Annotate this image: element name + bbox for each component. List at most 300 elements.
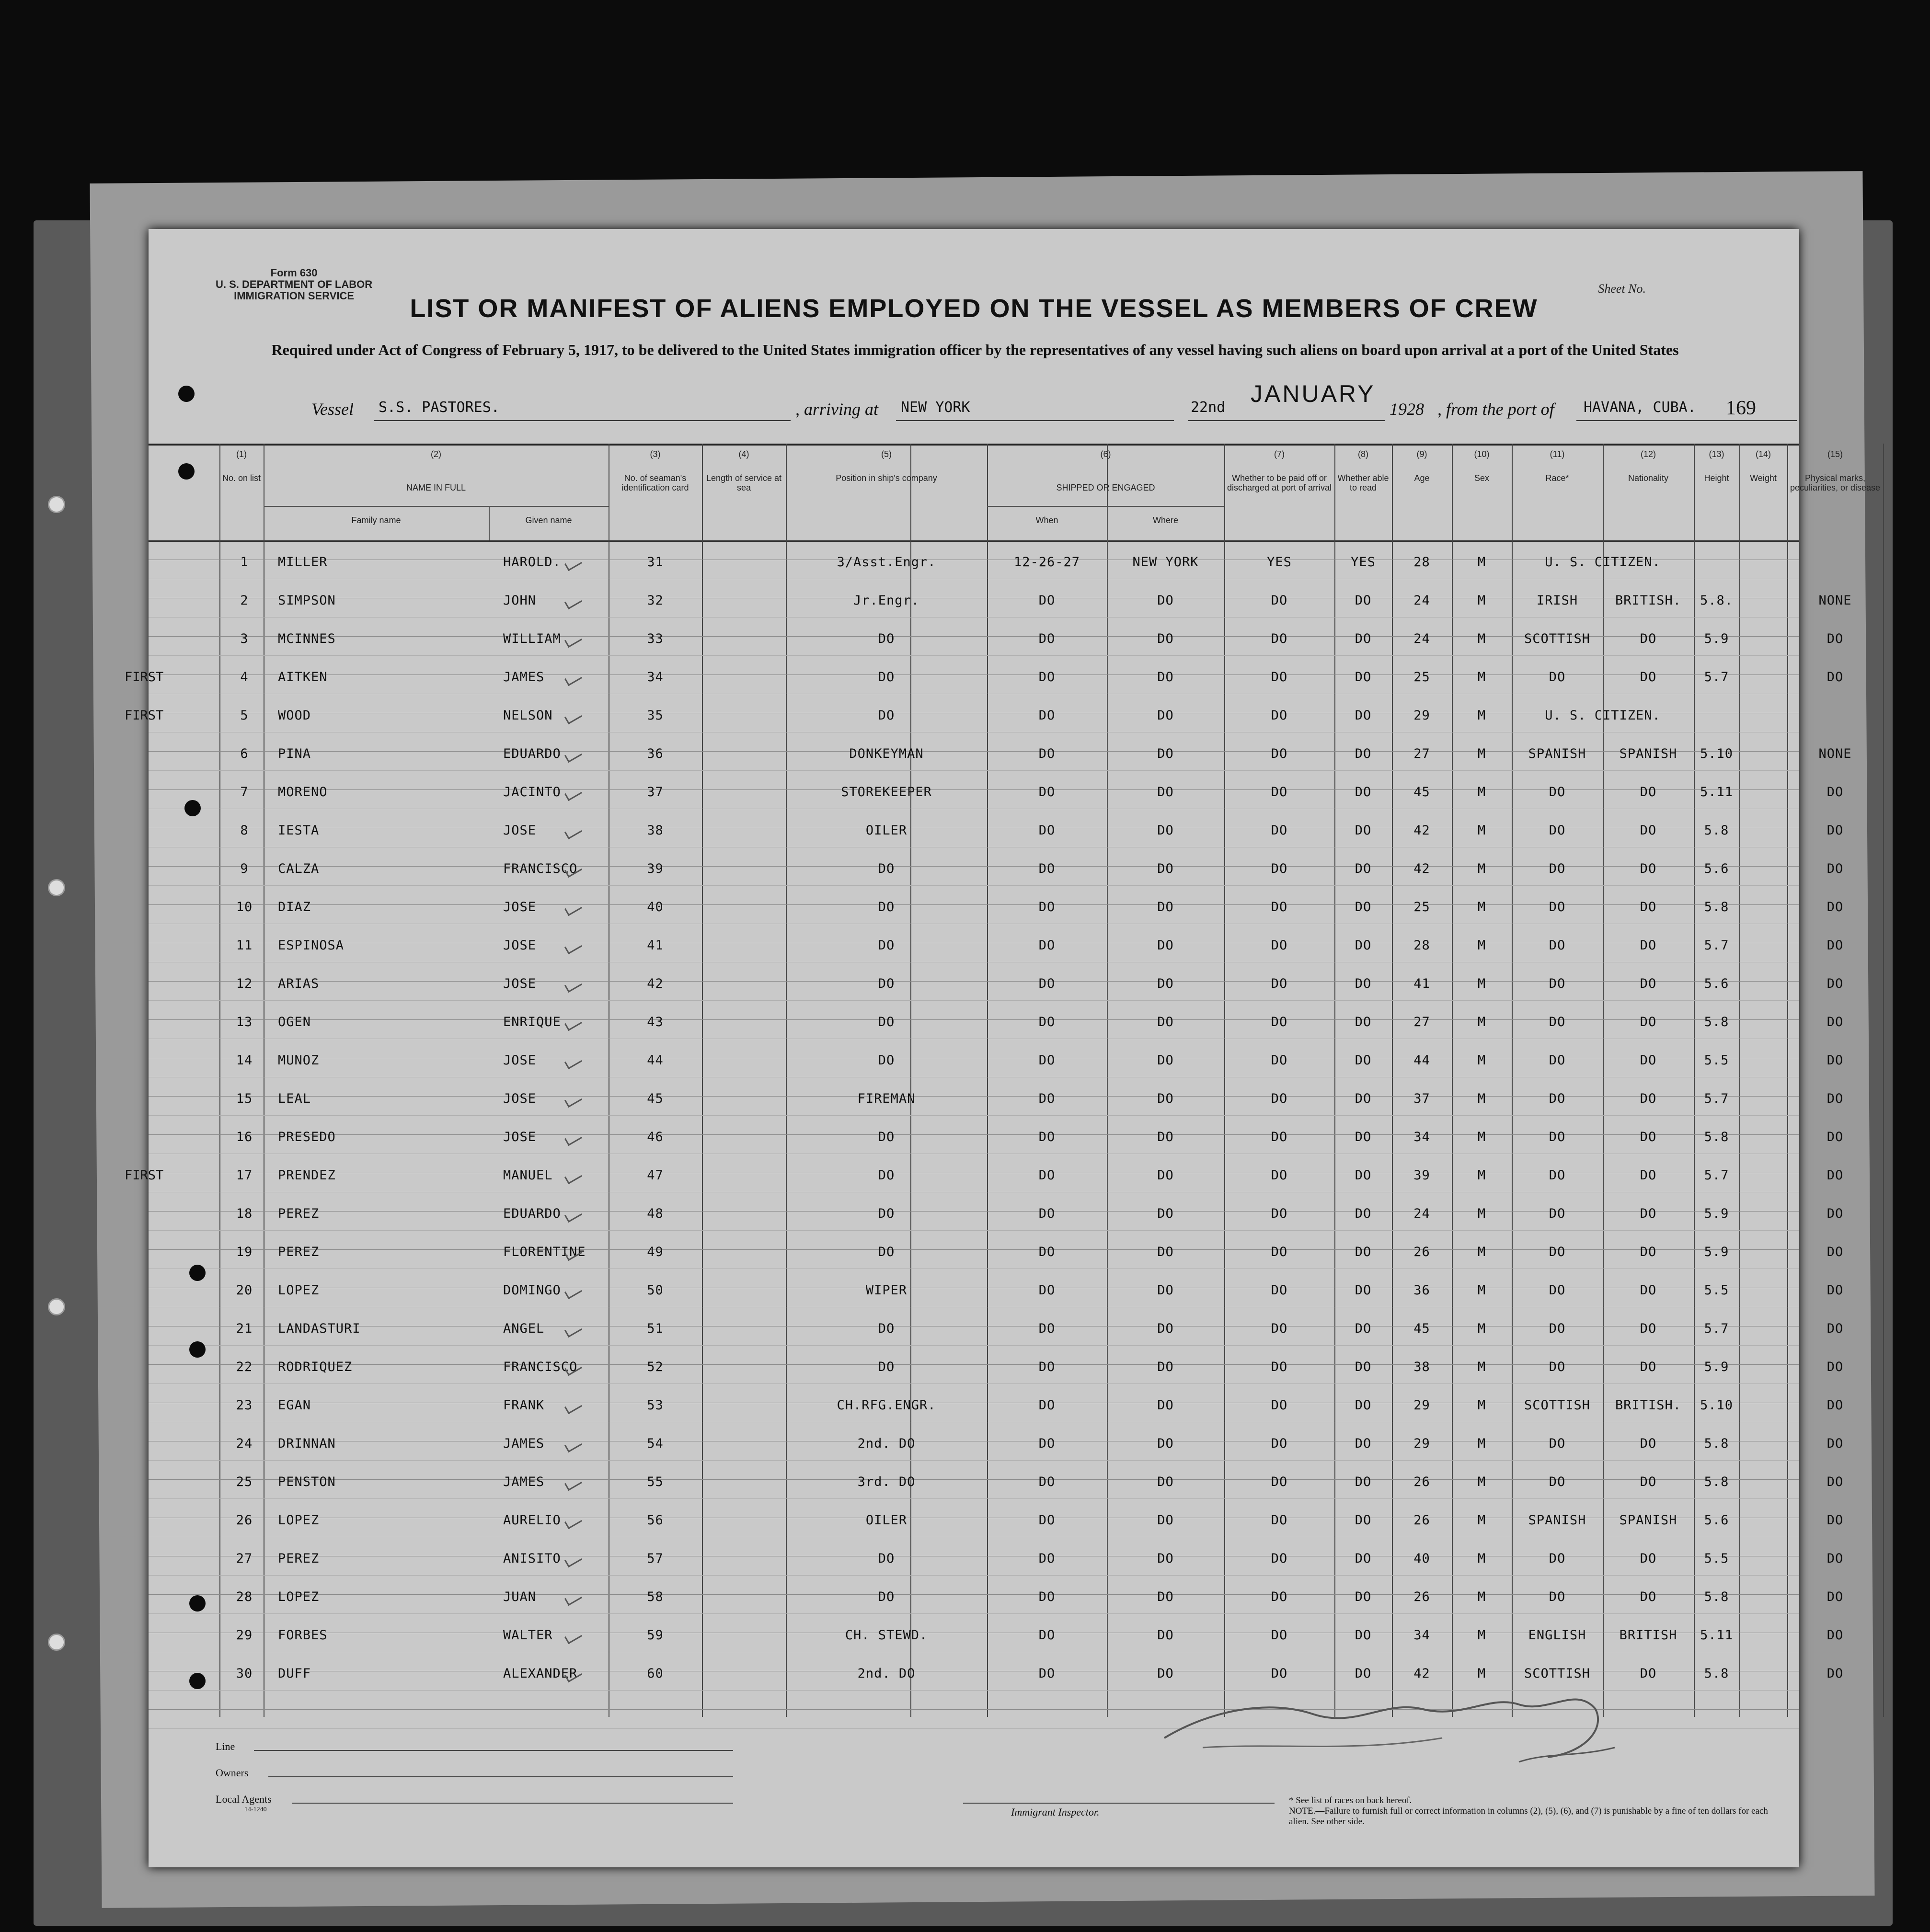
service: IMMIGRATION SERVICE bbox=[234, 290, 355, 302]
cell-race: DO bbox=[1549, 1551, 1566, 1566]
column-subheader: Given name bbox=[525, 515, 572, 525]
column-number: (9) bbox=[1416, 449, 1427, 459]
cell-where: DO bbox=[1157, 1666, 1174, 1681]
cell-read: DO bbox=[1355, 1168, 1372, 1183]
cell-card: 39 bbox=[647, 861, 664, 876]
cell-where: DO bbox=[1157, 1283, 1174, 1298]
cell-race: DO bbox=[1549, 785, 1566, 800]
cell-where: DO bbox=[1157, 670, 1174, 685]
cell-sex: M bbox=[1477, 785, 1486, 800]
cell-family: LEAL bbox=[278, 1091, 311, 1106]
cell-position: DO bbox=[878, 670, 895, 685]
cell-when: DO bbox=[1038, 1206, 1056, 1221]
cell-read: DO bbox=[1355, 1283, 1372, 1298]
cell-position: Jr.Engr. bbox=[853, 593, 920, 608]
column-header-c2 bbox=[264, 449, 609, 492]
pencil-check-mark bbox=[564, 671, 582, 686]
cell-marks: DO bbox=[1827, 1436, 1844, 1451]
cell-when: DO bbox=[1038, 1666, 1056, 1681]
cell-paid: YES bbox=[1267, 555, 1292, 570]
cell-read: DO bbox=[1355, 1666, 1372, 1681]
cell-family: DUFF bbox=[278, 1666, 311, 1681]
cell-no: 17 bbox=[236, 1168, 253, 1183]
cell-where: DO bbox=[1157, 746, 1174, 761]
cell-where: DO bbox=[1157, 1398, 1174, 1413]
cell-age: 24 bbox=[1413, 593, 1430, 608]
cell-sex: M bbox=[1477, 555, 1486, 570]
cell-race: U. S. CITIZEN. bbox=[1545, 708, 1661, 723]
cell-race: DO bbox=[1549, 823, 1566, 838]
cell-age: 26 bbox=[1413, 1245, 1430, 1259]
cell-sex: M bbox=[1477, 938, 1486, 953]
cell-marks: DO bbox=[1827, 1015, 1844, 1029]
cell-card: 50 bbox=[647, 1283, 664, 1298]
pencil-check-mark bbox=[564, 1591, 582, 1606]
cell-marks: DO bbox=[1827, 785, 1844, 800]
cell-position: DO bbox=[878, 1168, 895, 1183]
cell-card: 53 bbox=[647, 1398, 664, 1413]
cell-given: ANGEL bbox=[503, 1321, 545, 1336]
cell-race: DO bbox=[1549, 976, 1566, 991]
cell-paid: DO bbox=[1271, 1628, 1288, 1643]
cell-height: 5.9 bbox=[1704, 631, 1729, 646]
column-label: NAME IN FULL bbox=[406, 483, 466, 492]
pencil-check-mark bbox=[564, 1208, 582, 1223]
cell-when: DO bbox=[1038, 1321, 1056, 1336]
cell-age: 24 bbox=[1413, 1206, 1430, 1221]
cell-family: MILLER bbox=[278, 555, 328, 570]
cell-marks: NONE bbox=[1818, 746, 1852, 761]
cell-when: DO bbox=[1038, 976, 1056, 991]
column-header-c8 bbox=[1334, 449, 1392, 492]
pencil-check-mark bbox=[564, 1284, 582, 1299]
cell-read: DO bbox=[1355, 670, 1372, 685]
cell-age: 38 bbox=[1413, 1360, 1430, 1374]
cell-paid: DO bbox=[1271, 1666, 1288, 1681]
cell-nationality: DO bbox=[1640, 1475, 1657, 1489]
cell-when: DO bbox=[1038, 1589, 1056, 1604]
cell-height: 5.10 bbox=[1700, 1398, 1734, 1413]
cell-no: 21 bbox=[236, 1321, 253, 1336]
cell-where: DO bbox=[1157, 1168, 1174, 1183]
cell-where: DO bbox=[1157, 1475, 1174, 1489]
cell-no: 30 bbox=[236, 1666, 253, 1681]
cell-paid: DO bbox=[1271, 1091, 1288, 1106]
cell-family: LANDASTURI bbox=[278, 1321, 361, 1336]
cell-where: DO bbox=[1157, 1321, 1174, 1336]
cell-sex: M bbox=[1477, 976, 1486, 991]
column-subheader: Where bbox=[1152, 515, 1178, 525]
cell-no: 8 bbox=[240, 823, 249, 838]
pencil-check-mark bbox=[564, 901, 582, 916]
cell-no: 4 bbox=[240, 670, 249, 685]
cell-height: 5.7 bbox=[1704, 1091, 1729, 1106]
cell-nationality: DO bbox=[1640, 785, 1657, 800]
cell-race: DO bbox=[1549, 938, 1566, 953]
crew-table bbox=[125, 444, 1881, 1717]
cell-nationality: BRITISH. bbox=[1615, 593, 1682, 608]
cell-marks: DO bbox=[1827, 938, 1844, 953]
column-label: Physical marks, peculiarities, or disease bbox=[1790, 473, 1881, 492]
cell-position: DO bbox=[878, 1321, 895, 1336]
column-number: (11) bbox=[1550, 449, 1565, 459]
cell-age: 45 bbox=[1413, 785, 1430, 800]
cell-where: DO bbox=[1157, 1628, 1174, 1643]
cell-where: DO bbox=[1157, 861, 1174, 876]
cell-card: 56 bbox=[647, 1513, 664, 1528]
cell-family: EGAN bbox=[278, 1398, 311, 1413]
column-number: (5) bbox=[881, 449, 892, 459]
cell-no: 2 bbox=[240, 593, 249, 608]
cell-nationality: DO bbox=[1640, 1015, 1657, 1029]
cell-height: 5.8 bbox=[1704, 1666, 1729, 1681]
cell-card: 58 bbox=[647, 1589, 664, 1604]
cell-paid: DO bbox=[1271, 1053, 1288, 1068]
cell-race: DO bbox=[1549, 1053, 1566, 1068]
cell-family: OGEN bbox=[278, 1015, 311, 1029]
cell-marks: DO bbox=[1827, 631, 1844, 646]
cell-race: DO bbox=[1549, 900, 1566, 915]
cell-position: OILER bbox=[865, 1513, 908, 1528]
cell-no: 19 bbox=[236, 1245, 253, 1259]
cell-family: PRESEDO bbox=[278, 1130, 336, 1144]
cell-sex: M bbox=[1477, 746, 1486, 761]
cell-sex: M bbox=[1477, 1628, 1486, 1643]
cell-marks: DO bbox=[1827, 1398, 1844, 1413]
cell-card: 34 bbox=[647, 670, 664, 685]
cell-paid: DO bbox=[1271, 1398, 1288, 1413]
cell-when: DO bbox=[1038, 900, 1056, 915]
pencil-check-mark bbox=[564, 939, 582, 954]
column-number: (7) bbox=[1274, 449, 1285, 459]
cell-given: EDUARDO bbox=[503, 1206, 561, 1221]
cell-age: 42 bbox=[1413, 861, 1430, 876]
cell-age: 28 bbox=[1413, 555, 1430, 570]
line-label: Line bbox=[216, 1740, 235, 1752]
cell-nationality: BRITISH bbox=[1619, 1628, 1677, 1643]
cell-age: 26 bbox=[1413, 1589, 1430, 1604]
cell-paid: DO bbox=[1271, 976, 1288, 991]
arrival-day: 22nd bbox=[1191, 399, 1226, 416]
cell-read: DO bbox=[1355, 823, 1372, 838]
column-header-c13 bbox=[1694, 449, 1739, 483]
cell-given: JOSE bbox=[503, 1130, 537, 1144]
cell-when: DO bbox=[1038, 861, 1056, 876]
cell-given: FRANK bbox=[503, 1398, 545, 1413]
cell-card: 45 bbox=[647, 1091, 664, 1106]
cell-given: JOSE bbox=[503, 1091, 537, 1106]
cell-position: DO bbox=[878, 1245, 895, 1259]
cell-age: 42 bbox=[1413, 1666, 1430, 1681]
column-label: Nationality bbox=[1628, 473, 1669, 483]
cell-given: DOMINGO bbox=[503, 1283, 561, 1298]
cell-age: 34 bbox=[1413, 1628, 1430, 1643]
column-divider bbox=[219, 444, 220, 1717]
cell-paid: DO bbox=[1271, 631, 1288, 646]
cell-paid: DO bbox=[1271, 1245, 1288, 1259]
cell-read: DO bbox=[1355, 1015, 1372, 1029]
cell-where: DO bbox=[1157, 1589, 1174, 1604]
cell-card: 46 bbox=[647, 1130, 664, 1144]
cell-read: DO bbox=[1355, 1398, 1372, 1413]
cell-position: CH. STEWD. bbox=[845, 1628, 928, 1643]
cell-marks: NONE bbox=[1818, 593, 1852, 608]
column-header-c6 bbox=[987, 449, 1224, 492]
cell-age: 27 bbox=[1413, 1015, 1430, 1029]
cell-marks: DO bbox=[1827, 1053, 1844, 1068]
column-header-c3 bbox=[609, 449, 702, 492]
binder-ring bbox=[48, 496, 65, 513]
binder-hole bbox=[189, 1265, 206, 1281]
cell-family: RODRIQUEZ bbox=[278, 1360, 353, 1374]
owners-label: Owners bbox=[216, 1767, 249, 1779]
cell-family: ESPINOSA bbox=[278, 938, 345, 953]
cell-family: DIAZ bbox=[278, 900, 311, 915]
column-divider bbox=[1739, 444, 1740, 1717]
cell-marks: DO bbox=[1827, 670, 1844, 685]
cell-height: 5.9 bbox=[1704, 1360, 1729, 1374]
cell-no: 24 bbox=[236, 1436, 253, 1451]
side-note: FIRST bbox=[125, 1168, 164, 1183]
cell-age: 25 bbox=[1413, 670, 1430, 685]
cell-where: DO bbox=[1157, 1015, 1174, 1029]
pencil-check-mark bbox=[564, 824, 582, 839]
column-header-c5 bbox=[786, 449, 987, 483]
column-number: (2) bbox=[431, 449, 441, 459]
cell-nationality: SPANISH bbox=[1619, 1513, 1677, 1528]
cell-card: 40 bbox=[647, 900, 664, 915]
cell-family: MORENO bbox=[278, 785, 328, 800]
cell-marks: DO bbox=[1827, 1321, 1844, 1336]
cell-read: DO bbox=[1355, 1475, 1372, 1489]
cell-family: LOPEZ bbox=[278, 1283, 320, 1298]
cell-nationality: BRITISH. bbox=[1615, 1398, 1682, 1413]
cell-marks: DO bbox=[1827, 1666, 1844, 1681]
cell-height: 5.5 bbox=[1704, 1283, 1729, 1298]
cell-when: DO bbox=[1038, 823, 1056, 838]
cell-read: DO bbox=[1355, 1130, 1372, 1144]
cell-when: 12-26-27 bbox=[1013, 555, 1080, 570]
cell-where: DO bbox=[1157, 593, 1174, 608]
cell-position: DO bbox=[878, 708, 895, 723]
cell-sex: M bbox=[1477, 900, 1486, 915]
column-header-c9 bbox=[1392, 449, 1452, 483]
cell-nationality: DO bbox=[1640, 1551, 1657, 1566]
cell-height: 5.8 bbox=[1704, 823, 1729, 838]
cell-sex: M bbox=[1477, 1206, 1486, 1221]
cell-marks: DO bbox=[1827, 900, 1844, 915]
pencil-check-mark bbox=[564, 1131, 582, 1146]
cell-no: 28 bbox=[236, 1589, 253, 1604]
cell-paid: DO bbox=[1271, 900, 1288, 915]
cell-where: DO bbox=[1157, 631, 1174, 646]
cell-marks: DO bbox=[1827, 1130, 1844, 1144]
cell-sex: M bbox=[1477, 1666, 1486, 1681]
cell-paid: DO bbox=[1271, 746, 1288, 761]
cell-family: CALZA bbox=[278, 861, 320, 876]
cell-marks: DO bbox=[1827, 1283, 1844, 1298]
cell-card: 48 bbox=[647, 1206, 664, 1221]
cell-family: PINA bbox=[278, 746, 311, 761]
cell-height: 5.8 bbox=[1704, 1015, 1729, 1029]
cell-position: DO bbox=[878, 1130, 895, 1144]
cell-position: DO bbox=[878, 861, 895, 876]
cell-race: DO bbox=[1549, 1168, 1566, 1183]
cell-paid: DO bbox=[1271, 1360, 1288, 1374]
cell-no: 26 bbox=[236, 1513, 253, 1528]
arrival-year: 1928 bbox=[1390, 400, 1424, 419]
cell-race: DO bbox=[1549, 1091, 1566, 1106]
cell-family: PRENDEZ bbox=[278, 1168, 336, 1183]
cell-marks: DO bbox=[1827, 861, 1844, 876]
cell-no: 6 bbox=[240, 746, 249, 761]
cell-nationality: DO bbox=[1640, 1091, 1657, 1106]
sheet-number-label: Sheet No. bbox=[1598, 282, 1646, 296]
cell-sex: M bbox=[1477, 1475, 1486, 1489]
cell-position: OILER bbox=[865, 823, 908, 838]
cell-where: DO bbox=[1157, 900, 1174, 915]
cell-nationality: DO bbox=[1640, 1245, 1657, 1259]
cell-age: 42 bbox=[1413, 823, 1430, 838]
cell-position: DO bbox=[878, 1551, 895, 1566]
column-label: Position in ship's company bbox=[836, 473, 937, 483]
cell-no: 23 bbox=[236, 1398, 253, 1413]
cell-race: SPANISH bbox=[1528, 746, 1586, 761]
cell-position: DO bbox=[878, 631, 895, 646]
cell-position: DO bbox=[878, 1360, 895, 1374]
cell-family: PEREZ bbox=[278, 1206, 320, 1221]
cell-where: DO bbox=[1157, 976, 1174, 991]
cell-age: 26 bbox=[1413, 1513, 1430, 1528]
cell-height: 5.8 bbox=[1704, 1436, 1729, 1451]
cell-no: 7 bbox=[240, 785, 249, 800]
cell-where: DO bbox=[1157, 708, 1174, 723]
cell-race: SCOTTISH bbox=[1524, 631, 1591, 646]
cell-when: DO bbox=[1038, 1245, 1056, 1259]
cell-race: IRISH bbox=[1536, 593, 1578, 608]
inspector-label: Immigrant Inspector. bbox=[1011, 1806, 1100, 1818]
cell-read: DO bbox=[1355, 976, 1372, 991]
cell-height: 5.8 bbox=[1704, 1589, 1729, 1604]
cell-card: 47 bbox=[647, 1168, 664, 1183]
cell-given: ALEXANDER bbox=[503, 1666, 578, 1681]
cell-paid: DO bbox=[1271, 823, 1288, 838]
cell-read: DO bbox=[1355, 1589, 1372, 1604]
cell-sex: M bbox=[1477, 823, 1486, 838]
binder-hole bbox=[189, 1595, 206, 1612]
binder-ring bbox=[48, 879, 65, 896]
cell-given: JOSE bbox=[503, 1053, 537, 1068]
cell-no: 20 bbox=[236, 1283, 253, 1298]
cell-read: DO bbox=[1355, 1053, 1372, 1068]
cell-family: WOOD bbox=[278, 708, 311, 723]
cell-when: DO bbox=[1038, 1628, 1056, 1643]
cell-height: 5.6 bbox=[1704, 976, 1729, 991]
cell-family: ARIAS bbox=[278, 976, 320, 991]
cell-given: ANISITO bbox=[503, 1551, 561, 1566]
cell-when: DO bbox=[1038, 1283, 1056, 1298]
cell-paid: DO bbox=[1271, 1475, 1288, 1489]
cell-card: 52 bbox=[647, 1360, 664, 1374]
cell-when: DO bbox=[1038, 746, 1056, 761]
cell-read: DO bbox=[1355, 593, 1372, 608]
cell-read: DO bbox=[1355, 1360, 1372, 1374]
cell-paid: DO bbox=[1271, 1321, 1288, 1336]
pencil-check-mark bbox=[564, 1629, 582, 1644]
cell-family: PENSTON bbox=[278, 1475, 336, 1489]
manifest-page bbox=[125, 229, 1881, 1867]
local-agents-label: Local Agents bbox=[216, 1793, 272, 1805]
column-label: Weight bbox=[1750, 473, 1777, 483]
cell-age: 29 bbox=[1413, 1398, 1430, 1413]
cell-sex: M bbox=[1477, 1283, 1486, 1298]
pencil-check-mark bbox=[564, 748, 582, 763]
cell-read: DO bbox=[1355, 900, 1372, 915]
arrival-month: JANUARY bbox=[1251, 380, 1376, 407]
cell-nationality: DO bbox=[1640, 1206, 1657, 1221]
cell-height: 5.8 bbox=[1704, 1475, 1729, 1489]
arriving-label: , arriving at bbox=[795, 400, 879, 419]
cell-when: DO bbox=[1038, 1053, 1056, 1068]
cell-sex: M bbox=[1477, 1321, 1486, 1336]
cell-card: 31 bbox=[647, 555, 664, 570]
cell-position: DO bbox=[878, 900, 895, 915]
page-number: 169 bbox=[1726, 397, 1756, 419]
pencil-check-mark bbox=[564, 709, 582, 724]
from-label: , from the port of bbox=[1437, 400, 1554, 419]
cell-when: DO bbox=[1038, 708, 1056, 723]
cell-height: 5.8 bbox=[1704, 1130, 1729, 1144]
column-number: (12) bbox=[1640, 449, 1656, 459]
cell-sex: M bbox=[1477, 1398, 1486, 1413]
cell-when: DO bbox=[1038, 631, 1056, 646]
column-number: (10) bbox=[1474, 449, 1490, 459]
column-header-c11 bbox=[1512, 449, 1603, 483]
cell-card: 54 bbox=[647, 1436, 664, 1451]
column-header-c14 bbox=[1739, 449, 1787, 483]
cell-no: 12 bbox=[236, 976, 253, 991]
cell-card: 55 bbox=[647, 1475, 664, 1489]
cell-height: 5.9 bbox=[1704, 1245, 1729, 1259]
cell-family: PEREZ bbox=[278, 1245, 320, 1259]
cell-sex: M bbox=[1477, 1015, 1486, 1029]
cell-race: SPANISH bbox=[1528, 1513, 1586, 1528]
binder-hole bbox=[178, 386, 195, 402]
cell-no: 25 bbox=[236, 1475, 253, 1489]
cell-position: STOREKEEPER bbox=[841, 785, 932, 800]
cell-given: NELSON bbox=[503, 708, 553, 723]
cell-race: SCOTTISH bbox=[1524, 1398, 1591, 1413]
binder-hole bbox=[178, 463, 195, 480]
pencil-check-mark bbox=[564, 1399, 582, 1414]
cell-nationality: DO bbox=[1640, 938, 1657, 953]
column-number: (13) bbox=[1709, 449, 1724, 459]
cell-where: DO bbox=[1157, 1513, 1174, 1528]
cell-given: FRANCISCO bbox=[503, 1360, 578, 1374]
cell-position: DO bbox=[878, 1053, 895, 1068]
cell-race: DO bbox=[1549, 1360, 1566, 1374]
cell-nationality: DO bbox=[1640, 900, 1657, 915]
cell-given: JACINTO bbox=[503, 785, 561, 800]
cell-sex: M bbox=[1477, 1245, 1486, 1259]
cell-read: DO bbox=[1355, 708, 1372, 723]
cell-family: SIMPSON bbox=[278, 593, 336, 608]
cell-no: 10 bbox=[236, 900, 253, 915]
cell-where: DO bbox=[1157, 1551, 1174, 1566]
cell-paid: DO bbox=[1271, 785, 1288, 800]
cell-given: HAROLD. bbox=[503, 555, 561, 570]
cell-read: DO bbox=[1355, 631, 1372, 646]
